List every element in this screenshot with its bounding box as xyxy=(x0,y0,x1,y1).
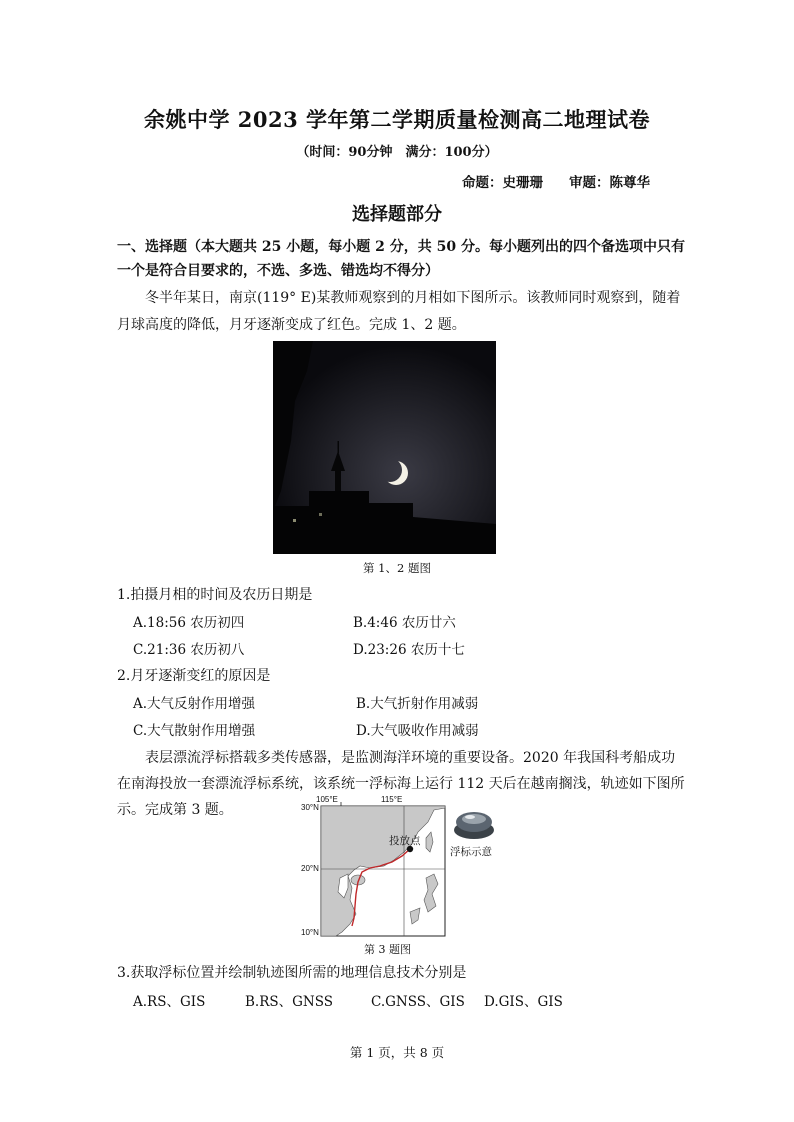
q2-option-a[interactable]: A.大气反射作用增强 xyxy=(133,696,256,712)
part-title: 选择题部分 xyxy=(352,204,442,225)
q3-option-c[interactable]: C.GNSS、GIS xyxy=(371,994,465,1010)
section-instructions-line2: 一个是符合目要求的，不选、多选、错选均不得分） xyxy=(117,263,439,279)
map-lat-label-30: 30°N xyxy=(301,803,319,812)
reviewer: 审题：陈尊华 xyxy=(569,175,650,191)
south-china-sea-map xyxy=(300,802,446,938)
exam-authors xyxy=(462,171,650,191)
q3-option-a[interactable]: A.RS、GIS xyxy=(133,994,206,1010)
page-footer: 第 1 页，共 8 页 xyxy=(349,1045,445,1060)
q3-stem: 3.获取浮标位置并绘制轨迹图所需的地理信息技术分别是 xyxy=(117,965,467,981)
q1-option-b[interactable]: B.4:46 农历廿六 xyxy=(353,615,456,631)
passage2-line3: 示。完成第 3 题。 xyxy=(117,802,233,818)
buoy-icon xyxy=(450,808,498,842)
exam-duration: （时间：90分钟 满分：100分） xyxy=(296,145,498,160)
q1-option-c[interactable]: C.21:36 农历初八 xyxy=(133,642,245,658)
section-instructions-line1: 一、选择题（本大题共 25 小题，每小题 2 分，共 50 分。每小题列出的四个备选项中只有 xyxy=(117,239,685,255)
q2-option-b[interactable]: B.大气折射作用减弱 xyxy=(356,696,479,712)
q1-stem: 1.拍摄月相的时间及农历日期是 xyxy=(117,587,313,603)
q2-option-c[interactable]: C.大气散射作用增强 xyxy=(133,723,256,739)
q3-option-b[interactable]: B.RS、GNSS xyxy=(245,994,333,1010)
q1-option-d[interactable]: D.23:26 农历十七 xyxy=(353,642,465,658)
q1-option-a[interactable]: A.18:56 农历初四 xyxy=(133,615,245,631)
q3-option-d[interactable]: D.GIS、GIS xyxy=(484,994,563,1010)
figure1-caption: 第 1、2 题图 xyxy=(363,561,431,575)
map-lat-label-20: 20°N xyxy=(301,864,319,873)
exam-title: 余姚中学 2023 学年第二学期质量检测高二地理试卷 xyxy=(143,107,651,132)
question-setter: 命题：史珊珊 xyxy=(462,175,543,191)
passage2-line1: 表层漂流浮标搭载多类传感器，是监测海洋环境的重要设备。2020 年我国科考船成功 xyxy=(145,750,676,766)
q2-option-d[interactable]: D.大气吸收作用减弱 xyxy=(356,723,479,739)
map-lat-label-10: 10°N xyxy=(301,928,319,937)
buoy-illustration xyxy=(450,808,498,842)
drift-track-map xyxy=(300,802,446,938)
q2-stem: 2.月牙逐渐变红的原因是 xyxy=(117,668,271,684)
passage1-line2: 月球高度的降低，月牙逐渐变成了红色。完成 1、2 题。 xyxy=(117,317,466,333)
figure3-caption: 第 3 题图 xyxy=(364,943,411,956)
night-sky-illustration xyxy=(273,341,496,554)
map-lon-label-115: 115°E xyxy=(381,795,403,804)
passage1-line1: 冬半年某日，南京(119° E)某教师观察到的月相如下图所示。该教师同时观察到，随着 xyxy=(145,290,681,306)
release-point-label: 投放点 xyxy=(389,835,421,847)
map-lon-label-105: 105°E xyxy=(316,795,338,804)
passage2-line2: 在南海投放一套漂流浮标系统，该系统一浮标海上运行 112 天后在越南搁浅，轨迹如下图所 xyxy=(117,776,685,792)
buoy-label: 浮标示意 xyxy=(450,846,492,858)
crescent-moon-photo xyxy=(273,341,496,554)
